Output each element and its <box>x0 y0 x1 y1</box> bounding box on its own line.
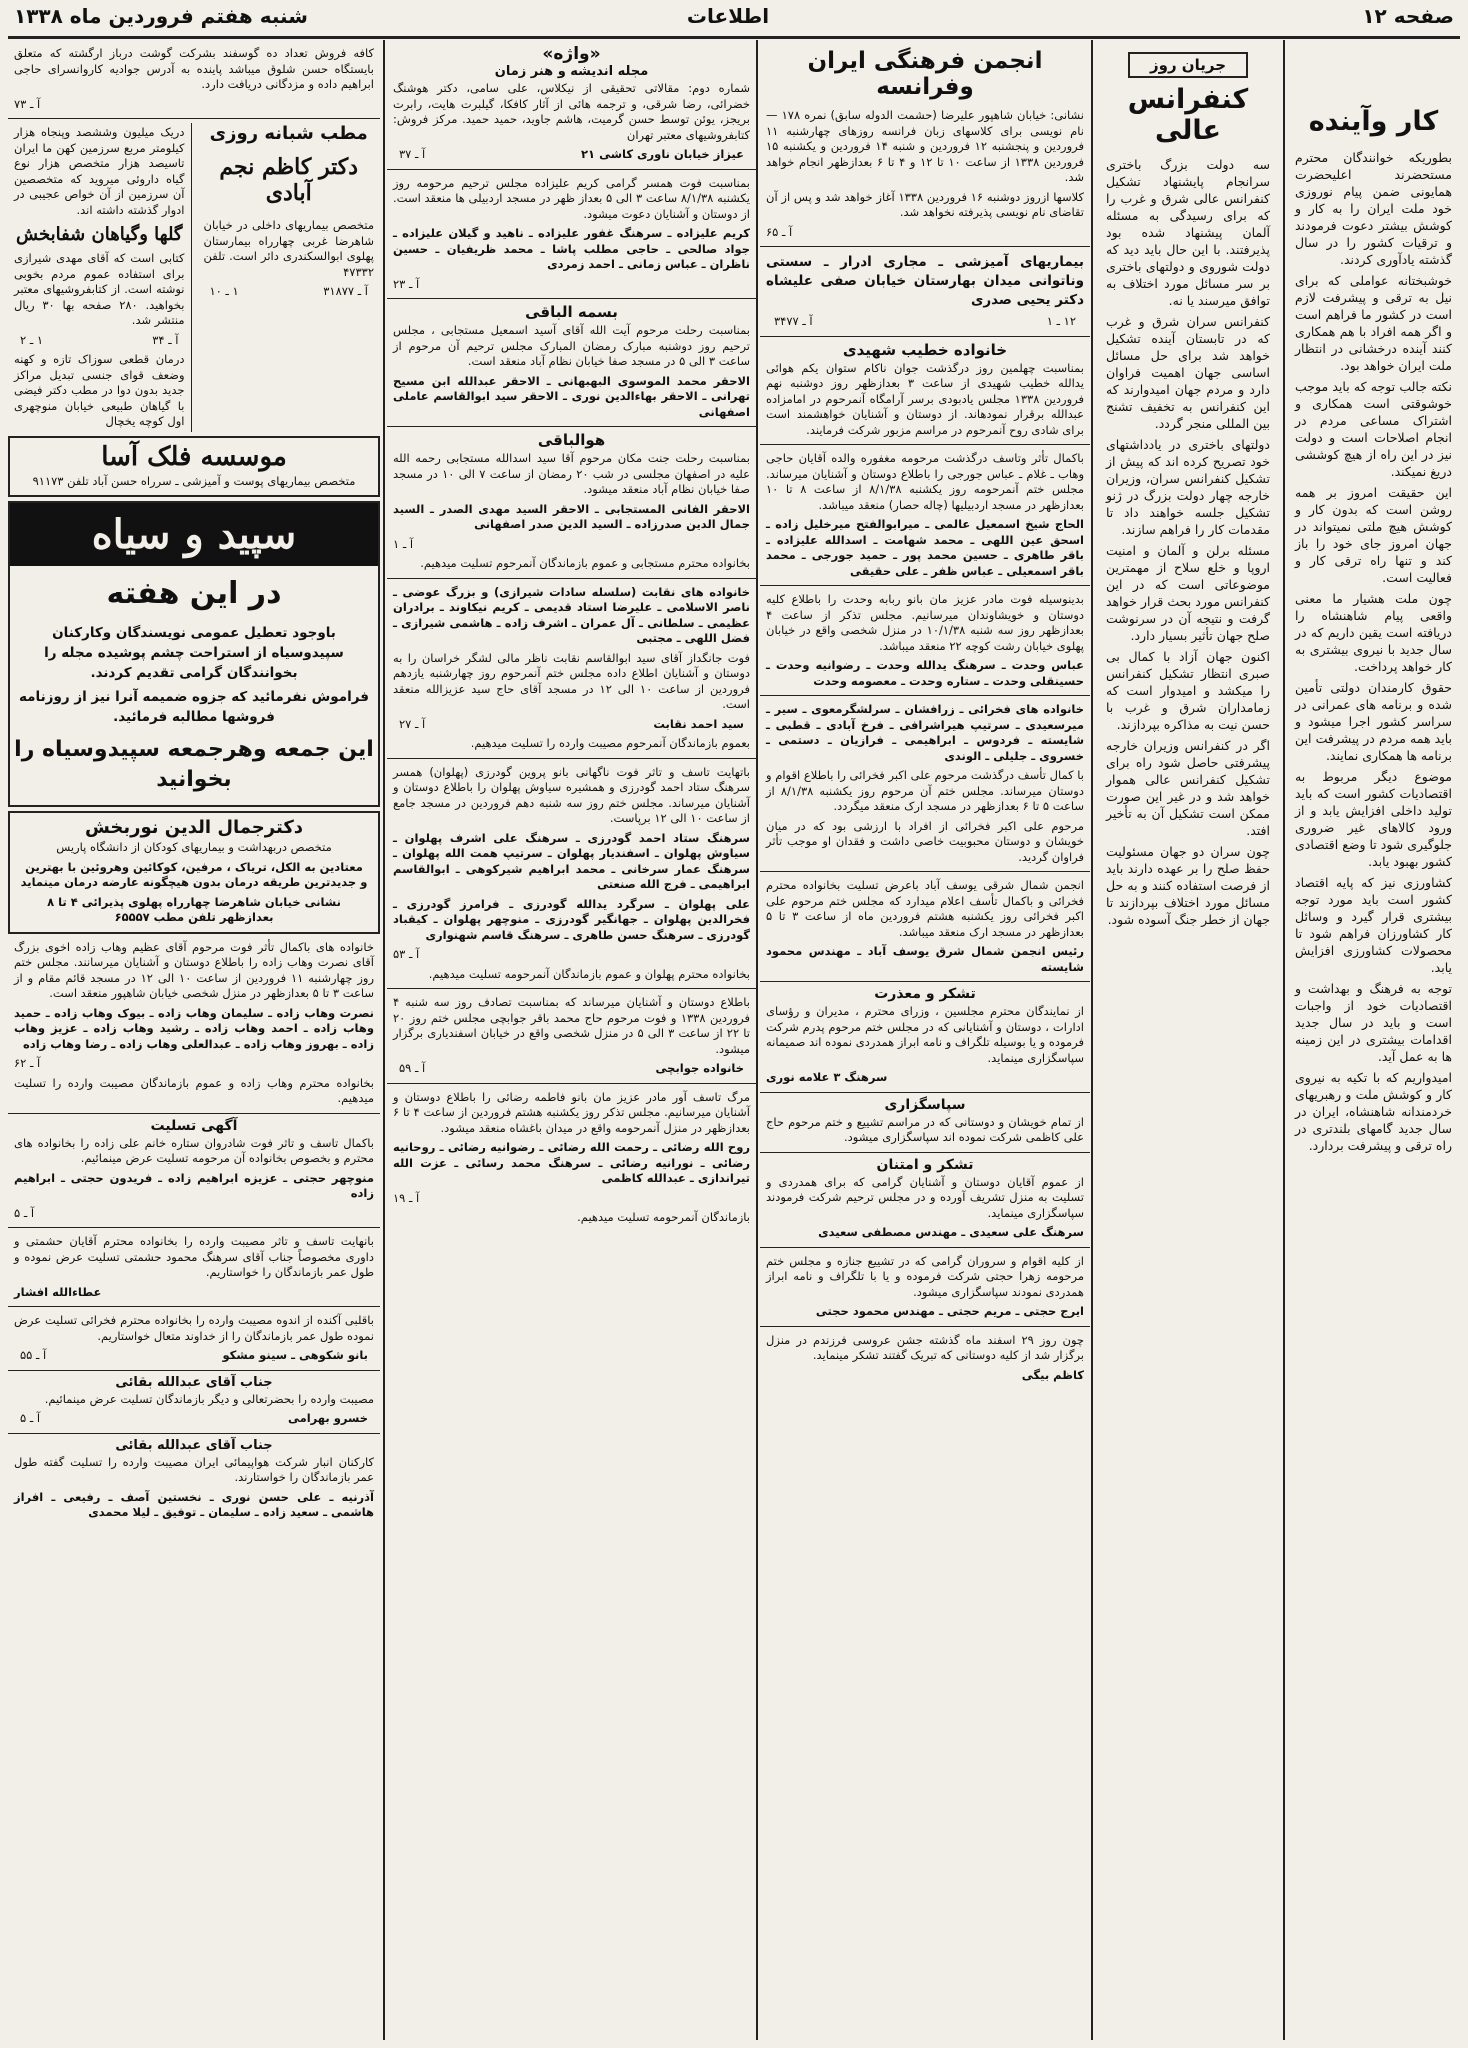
article-paragraph: این حقیقت امروز بر همه روشن است که بدون کار و کوشش هیچ ملتی نمیتواند در جهان امروز جای خود را باز کند و تنها راه ترقی کار و فعالیت است. <box>1295 485 1452 585</box>
divider <box>8 118 380 119</box>
divider <box>8 1370 380 1371</box>
notice-title: جناب آقای عبدالله بقائی <box>115 1437 273 1453</box>
column-rule <box>383 40 385 2040</box>
notice-text: کافه فروش تعداد ده گوسفند بشرکت گوشت درباز ارگشته که متعلق بایستگاه حسن شلوق میباشد پاینده به آدرس جوادیه کاروانسرای حاجی ابراهیم داده و مزدگانی دریافت دارد. <box>14 46 374 91</box>
notice-address: عیزاز خیابان ناوری کاشی ۲۱ <box>581 147 744 161</box>
ad-code: آ ـ ۶۵ <box>766 224 793 239</box>
divider <box>387 169 756 170</box>
doctor-specialty: متخصص دربهداشت و بیماریهای کودکان از دانشگاه پاریس <box>56 840 332 854</box>
article-paragraph: نکته جالب توجه که باید موجب خوشوقتی است همکاری و اشتراک مساعی مردم در انجام اصلاحات است و دولت نیز در این راه از هیچ کوششی دریغ نمیکند. <box>1295 379 1452 479</box>
issue-date: شنبه هفتم فروردین ماه ۱۳۳۸ <box>14 4 308 28</box>
ad-text: باوجود تعطیل عمومی نویسندگان وکارکنان سپیدوسیاه از استراحت چشم پوشیده مجله را بخوانندگان گرامی تقدیم کردند. <box>44 625 344 681</box>
divider <box>760 1092 1090 1093</box>
ad-code: آ ـ ۱ <box>393 536 414 551</box>
notice-text: باطلاع دوستان و آشنایان میرساند که بمناسبت تصادف روز سه شنبه ۴ فروردین ۱۳۳۸ و فوت مرحوم حاج محمد باقر جوابچی مجلس ختم روز ۲۰ تا ۲۲ از ساعت ۳ الی ۵ در منزل شخصی واقع در خیابان اسفندیاری برگزار میشود. <box>393 995 750 1056</box>
article-paragraph: کشاورزی نیز که پایه اقتصاد کشور است باید مورد توجه بیشتری قرار گیرد و وسائل کار کشاورزان فراهم شود تا محصولات کشاورزی افزایش یابد. <box>1295 875 1452 975</box>
divider <box>760 585 1090 586</box>
notice-names: نصرت وهاب زاده ـ سلیمان وهاب زاده ـ بیوک وهاب زاده ـ حمید وهاب زاده ـ احمد وهاب زاده ـ رشید وهاب زاده ـ عزیز وهاب زاده ـ بهروز وهاب زاده ـ عبدالعلی وهاب زاده ـ رضا وهاب زاده <box>14 1005 374 1051</box>
divider <box>387 988 756 989</box>
notice-text: بمناسبت رحلت مرحوم آیت الله آقای آسید اسمعیل مستجابی ، مجلس ترحیم روز دوشنبه مبارک رمضان المبارک مجلس ترحیم آن مرحوم از ساعت ۳ الی ۵ در مسجد صفا خیابان نظام آباد منعقد است. <box>393 323 750 368</box>
ad-code: آ ـ ۳۴ <box>152 332 179 347</box>
notice-text: باتهایت تاسف و تاثر فوت ناگهانی بانو پروین گودرزی (پهلوان) همسر سرهنگ ستاد احمد گودرزی و همشیره سیاوش پهلوان را باطلاع دوستان و آشنایان میرساند. مجلس ختم روز سه شنبه دهم فروردین در مسجد جامع از ساعت ۱۰ الی ۱۲ برپاست. <box>393 764 750 825</box>
divider <box>8 1227 380 1228</box>
notice-title: جناب آقای عبدالله بقائی <box>115 1374 273 1390</box>
notice-names: علی پهلوان ـ سرگرد یدالله گودرزی ـ فرامرز گودرزی ـ فخرالدین پهلوان ـ جهانگیر گودرزی ـ منوچهر پهلوان ـ کیقباد گودرزی ـ سرهنگ حسن طاهری ـ سرهنگ قاسم شهنواری <box>393 896 750 942</box>
ad-code: آ ـ ۵۳ <box>393 947 420 961</box>
notice-names: الاحقر محمد الموسوی البهبهانی ـ الاحقر عبدالله ابن مسیح تهرانی ـ الاحقر بهاءالدین نوری ـ الاحقر سید ابوالقاسم عاملی اصفهانی <box>393 373 750 419</box>
divider <box>8 1433 380 1434</box>
notice-text: بخانواده محترم پهلوان و عموم بازماندگان آنمرحومه تسلیت میدهیم. <box>428 966 750 981</box>
article-title: کار وآینده <box>1308 106 1439 137</box>
ad-code: ۱ ـ ۱۰ <box>209 284 239 298</box>
doctor-ad <box>8 811 380 934</box>
doctor-text: معتادین به الکل، تریاک ، مرفین، کوکائین وهروئین با بهترین و جدیدترین طریقه درمان بدون هیچگونه عارضه درمان مینماید <box>20 859 368 889</box>
column-rule <box>1283 40 1285 2040</box>
notice-text: مصیبت وارده را بحضرتعالی و دیگر بازماندگان تسلیت عرض مینمائیم. <box>44 1391 374 1406</box>
newspaper-name: اطلاعات <box>686 4 770 28</box>
divider <box>8 1113 380 1114</box>
notice-text: بخانواده محترم وهاب زاده و عموم بازماندگان مصیبت وارده را تسلیت میدهیم. <box>14 1075 374 1105</box>
ad-text: فراموش نفرمائید که جزوه ضمیمه آنرا نیز از روزنامه فروشها مطالبه فرمائید. <box>19 689 369 725</box>
notice-signature: منوچهر حجتی ـ عزیزه ابراهیم زاده ـ فریدون حجتی ـ ابراهیم زاده <box>14 1170 374 1200</box>
notice-signature: سرهنگ علی سعیدی ـ مهندس مصطفی سعیدی <box>818 1225 1084 1239</box>
notice-text: خانواده های باکمال تأثر فوت مرحوم آقای عظیم وهاب زاده اخوی بزرگ آقای نصرت وهاب زاده را باطلاع دوستان و آشنایان میرسانند. مجلس ختم روز چهارشنبه ۱۱ فروردین از ساعت ۱۰ الی ۱۲ در مسجد قائم مقام و از ساعت ۳ تا ۵ بعدازظهر در منزل شخصی خیابان شاهپور منعقد است. <box>14 939 374 1000</box>
notice-text: باقلبی آکنده از اندوه مصیبت وارده را بخانواده محترم فخرائی تسلیت عرض نموده طول عمر بازماندگان را از خداوند متعال خواستاریم. <box>14 1313 374 1343</box>
divider <box>387 426 756 427</box>
clinic-text: متخصص بیماریهای داخلی در خیابان شاهرضا غربی چهارراه بیمارستان پهلوی ابوالسکندری دائر است. تلفن ۴۷۳۳۲ <box>203 218 374 279</box>
divider <box>387 1083 756 1084</box>
clinic-title: مطب شبانه روزی <box>209 123 368 144</box>
article-paragraph: چون ملت هشیار ما معنی واقعی پیام شاهنشاه را دریافته است یقین داریم که در سال جدید با نیروی بیشتری به کار خواهد پرداخت. <box>1295 591 1452 674</box>
divider <box>387 298 756 299</box>
notice-text: انجمن شمال شرقی یوسف آباد باعرض تسلیت بخانواده محترم فخرائی و باکمال تأسف اعلام میدارد که مجلس ختم مرحوم علی اکبر فخرائی روز یکشنبه هشتم فروردین ماه از ساعت ۳ تا ۵ بعدازظهر در مسجد ارک منعقد میباشد. <box>766 878 1084 939</box>
notice-title: سپاسگزاری <box>884 1096 966 1113</box>
divider <box>760 981 1090 982</box>
article-paragraph: اکنون جهان آزاد با کمال بی صبری انتظار تشکیل کنفرانس را میکشد و امیدوار است که زمامداران شرق و غرب با حسن نیت به مذاکره بپردازند. <box>1106 649 1270 732</box>
notice-text: کلاسها ازروز دوشنبه ۱۶ فروردین ۱۳۳۸ آغاز خواهد شد و پس از آن تقاضای نام نویسی پذیرفته نخواهد شد. <box>766 189 1084 219</box>
divider <box>8 1306 380 1307</box>
notice-signature: کاظم بیگی <box>1021 1367 1084 1382</box>
notice-text: مرگ تاسف آور مادر عزیز مان بانو فاطمه رضائی را باطلاع دوستان و آشنایان میرسانیم. مجلس تذکر روز یکشنبه هشتم فروردین از ساعت ۴ تا ۶ بعدازظهر در منزل آنمرحومه واقع در میدان باغشاه منعقد میشود. <box>393 1089 751 1135</box>
notice-title: تشکر و امتنان <box>876 1156 974 1173</box>
ad-code: ۱ ـ ۲ <box>20 332 44 347</box>
divider <box>387 578 756 579</box>
notice-names: سرهنگ ستاد احمد گودرزی ـ سرهنگ علی اشرف پهلوان ـ سیاوش پهلوان ـ اسفندیار پهلوان ـ سرتیپ همت الله پهلوان ـ سرهنگ عمار سرخانی ـ محمد ابراهیم شیرکوهی ـ ابوالقاسم ابراهیمی ـ فرج الله صنعتی <box>393 830 750 891</box>
notice-names: الاحقر الفانی المستجابی ـ الاحقر السید مهدی الصدر ـ السید جمال الدین صدرزاده ـ السید الدین صدر اصفهانی <box>393 501 750 531</box>
notice-text: بمناسبت فوت همسر گرامی کریم علیزاده مجلس ترحیم مرحومه روز یکشنبه ۸/۱/۳۸ ساعت ۳ الی ۵ بعداز ظهر در مسجد اردبیلی ها منعقد است. از دوستان و آشنایان دعوت میشود. <box>393 175 750 221</box>
article-paragraph: توجه به فرهنگ و بهداشت و اقتصادیات خود از واجبات است و باید در سال جدید اقدامات بیشتری در این زمینه ها به عمل آید. <box>1295 981 1452 1064</box>
divider <box>760 246 1090 247</box>
book-ad-text: دریک میلیون وششصد وپنجاه هزار کیلومتر مربع سرزمین کهن ما ایران تاسیصد هزار متخصص هزار نوع گیاه داروئی میروید که متخصصین آن سرزمین از آن خواص عجیبی در ادوار گذشته داشته اند. <box>14 125 185 217</box>
article-paragraph: خوشبختانه عواملی که برای نیل به ترقی و پیشرفت لازم است در کشور ما فراهم است و اگر همه افراد با هم همکاری کنند آینده درخشانی در انتظار ملت ایران خواهد بود. <box>1295 273 1452 373</box>
notice-names: روح الله رضائی ـ رحمت الله رضائی ـ رضوانیه رضائی ـ روحانیه رضائی ـ نورانیه رضائی ـ سرهنگ محمد رسائی ـ عزت الله تیراندازی ـ عبدالله کاظمی <box>393 1140 750 1185</box>
divider <box>760 695 1090 696</box>
article-paragraph: اگر در کنفرانس وزیران خارجه پیشرفتی حاصل شود راه برای تشکیل کنفرانس عالی هموار خواهد شد و در غیر این صورت ممکن است تشکیل آن به تأخیر افتد. <box>1106 738 1270 838</box>
column-current-events <box>1098 44 1278 2039</box>
ad-code: آ ـ ۵۵ <box>20 1348 47 1362</box>
notice-text: باکمال تأثر وتاسف درگذشت مرحومه مغفوره والده آقایان حاجی وهاب ـ غلام ـ عباس جورجی را باطلاع دوستان و آشنایان میرساند. مجلس ختم آنمرحومه روز یکشنبه ۸/۱/۳۸ از ساعت ۸ تا ۱۰ بعدازظهر در مسجد اردبیلیها (چاله حصار) منعقد میباشد. <box>766 451 1085 512</box>
column-ads-left <box>8 44 380 2039</box>
book-logo: گلها وگیاهان شفابخش <box>16 224 183 245</box>
ad-title: موسسه فلک آسا <box>101 441 287 472</box>
ad-code: ۱۲ ـ ۱ <box>1046 314 1076 328</box>
article-paragraph: موضوع دیگر مربوط به اقتصادیات کشور است که باید تولید داخلی افزایش یابد و از ورود کالاهای غیر ضروری جلوگیری شود تا وضع اقتصادی کشور بهبود یابد. <box>1295 769 1452 869</box>
column-notices-left-center <box>387 44 756 2039</box>
notice-text: نشانی: خیابان شاهپور علیرضا (حشمت الدوله سابق) نمره ۱۷۸ — نام نویسی برای کلاسهای زبان فرانسه روزهای چهارشنبه ۱۱ فروردین و پنجشنبه ۱۲ فروردین و شنبه ۱۴ فروردین و یکشنبه ۱۵ فروردین ۱۳۳۸ از ساعت ۱۰ تا ۱۲ و ۴ تا ۶ بعدازظهر انجام خواهد شد. <box>766 108 1084 184</box>
notice-text: بمناسبت چهلمین روز درگذشت جوان ناکام ستوان یکم هوائی یدالله خطیب شهیدی از ساعت ۳ بعدازظهر روز دوشنبه نهم فروردین ۱۳۳۸ مجلس یادبودی برسر آرامگاه آنمرحوم در امامزاده عبدالله برقرار نمودهاند. از دوستان و آشنایان خواهشمند است برای شادی روح آنمرحوم در مراسم مزبور شرکت فرمایند. <box>766 360 1084 437</box>
ad-code: آ ـ ۶۲ <box>14 1056 41 1070</box>
sepid-o-siah-ad <box>8 501 380 807</box>
notice-text: چون روز ۲۹ اسفند ماه گذشته جشن عروسی فرزندم در منزل برگزار شد از کلیه دوستانی که تبریک گفتند تشکر مینماید. <box>766 1332 1084 1362</box>
notice-names: الحاج شیخ اسمعیل عالمی ـ میرابوالفتح میرخلیل زاده ـ اسحق عین اللهی ـ محمد شهامت ـ اسدالله علیزاده ـ باقر طاهری ـ حسین محمد پور ـ حمید جورجی ـ محمد باقر اسمعیلی ـ عباس ظفر ـ علی حقیقی <box>766 517 1084 578</box>
column-rule <box>756 40 758 2040</box>
notice-title: بسمه الباقی <box>525 303 618 321</box>
doctor-name-logo: دکتر کاظم نجم آبادی <box>219 154 359 206</box>
divider <box>760 1247 1090 1248</box>
article-paragraph: دولتهای باختری در یادداشتهای خود تصریح کرده اند که پیش از تشکیل کنفرانس سران، وزیران خارجه چهار دولت بزرگ در ژنو تشکیل جلسه خواهند داد تا مقدمات کار را فراهم سازند. <box>1106 437 1270 537</box>
article-title: کنفرانس عالی <box>1127 84 1249 146</box>
header-rule <box>8 36 1460 39</box>
notice-names: عباس وحدت ـ سرهنگ یدالله وحدت ـ رضوانیه وحدت ـ حسینقلی وحدت ـ ستاره وحدت ـ معصومه وحدت <box>766 658 1084 688</box>
notice-text: با کمال تأسف درگذشت مرحوم علی اکبر فخرائی را باطلاع اقوام و دوستان میرساند. مجلس ختم آن مرحوم روز یکشنبه ۸/۱/۳۸ از ساعت ۵ تا ۶ بعدازظهر در مسجد ارک منعقد میگردد. <box>766 768 1084 813</box>
notice-text: بازماندگان آنمرحومه تسلیت میدهیم. <box>577 1210 750 1224</box>
ad-code: آ ـ ۵ <box>14 1205 35 1220</box>
notice-text: از تمام خویشان و دوستانی که در مراسم تشییع و ختم مرحوم حاج علی کاظمی شرکت نموده اند سپاسگزاری میشود. <box>766 1114 1084 1144</box>
notice-signature: سرهنگ ۳ علامه نوری <box>766 1070 888 1084</box>
notice-text: بانهایت تاسف و تاثر مصیبت وارده را بخانواده محترم آقایان حشمتی و داوری مخصوصاً جناب آقای سرهنگ محمود حشمتی تسلیت عرض نموده و طول عمر بازماندگان را خواستاریم. <box>14 1234 374 1279</box>
article-paragraph: بطوریکه خوانندگان محترم مستحضرند اعلیحضرت همایونی ضمن پیام نوروزی خود ملت ایران را به کار و کوشش بیشتر دعوت فرمودند و ترقیات کشور را در سال گذشته یادآوری کردند. <box>1295 150 1452 267</box>
ad-code: آ ـ ۱۹ <box>393 1190 420 1205</box>
divider <box>760 1152 1090 1153</box>
clinic-text: درمان قطعی سوزاک تازه و کهنه وضعف قوای جنسی تبدیل مراکز جدید بدون دوا در مطب دکتر فیضی با گیاهان طبیعی خیابان منوچهری اول کوچه یخچال <box>14 352 185 428</box>
article-title: انجمن فرهنگی ایران وفرانسه <box>807 48 1043 100</box>
article-paragraph: کنفرانس سران شرق و غرب که در تابستان آینده تشکیل خواهد شد برای حل مسائل اساسی جهان اهمیت فراوان دارد و مردم جهان امیدوارند که این کنفرانس به تخفیف تشنج بین المللی منجر گردد. <box>1106 314 1270 431</box>
ad-heading: در این هفته <box>106 576 282 611</box>
notice-text: باکمال تاسف و تاثر فوت شادروان ستاره خانم علی زاده را بخانواده های محترم و بخصوص بخانواده آن مرحومه تسلیت عرض مینمائیم. <box>14 1135 374 1165</box>
column-rule <box>1091 40 1093 2040</box>
notice-text: فوت جانگداز آقای سید ابوالقاسم نقابت ناظر مالی لشگر خراسان را به دوستان و آشنایان اطلاع داده مجلس ختم آنمرحوم روز چهارشنبه یازدهم فروردین از ساعت ۱۰ الی ۱۲ در مسجد آقای حاج سید عزیزالله منعقد است. <box>393 650 750 711</box>
notice-title: تشکر و معذرت <box>874 986 976 1002</box>
flak-asa-ad <box>8 436 380 498</box>
section-box-title: جریان روز <box>1128 52 1248 78</box>
notice-text: بدینوسیله فوت مادر عزیز مان بانو ربابه وحدت را باطلاع کلیه دوستان و خویشاوندان میرسانیم. مجلس تذکر از ساعت ۴ بعدازظهر روز سه شنبه ۱۰/۱/۳۸ در منزل شخصی واقع در خیابان پهلوی خیابان رشت کوچه ۲۲ منعقد میباشد. <box>766 592 1084 653</box>
notice-names: آذرنیه ـ علی حسن نوری ـ نخستین آصف ـ رفیعی ـ افراز هاشمی ـ سعید زاده ـ سلیمان ـ توفیق ـ لیلا محمدی <box>14 1489 374 1519</box>
ad-code: آ ـ ۳۴۷۷ <box>774 314 813 328</box>
article-paragraph: مسئله برلن و آلمان و امنیت اروپا و خلع سلاح از مهمترین موضوعاتی است که در این کنفرانس مورد بحث قرار خواهد گرفت و نتیجه آن در سرنوشت صلح جهان تأثیر بسیار دارد. <box>1106 543 1270 643</box>
notice-title: هوالباقی <box>537 431 606 449</box>
notice-title: آگهی تسلیت <box>150 1117 238 1134</box>
doctor-address: نشانی خیابان شاهرضا چهارراه پهلوی پذیرائی ۴ تا ۸ بعدازظهر تلفن مطب ۶۵۵۵۷ <box>47 894 341 924</box>
divider <box>760 444 1090 445</box>
magazine-subtitle: مجله اندیشه و هنر زمان <box>494 64 649 79</box>
divider <box>760 871 1090 872</box>
notice-signature: رئیس انجمن شمال شرق یوسف آباد ـ مهندس محمود شایسته <box>766 944 1084 974</box>
ad-code: آ ـ ۲۷ <box>399 716 426 731</box>
notice-text: کارکنان انبار شرکت هواپیمائی ایران مصیبت وارده را تسلیت گفته طول عمر بازماندگان را خواستارند. <box>14 1454 374 1484</box>
notice-text: شماره دوم: مقالاتی تحقیقی از نیکلاس، علی سامی، دکتر هوشنگ خضرائی، رضا شرقی، و ترجمه هائی از آثار کافکا، گیلبرت هایت، رابرت بریجز، یوئن توسط حسن گرمیت، هاشم جاوید، حمید حمید. مرکز فروش: کتابفروشیهای معتبر تهران <box>393 81 750 142</box>
notice-title: خانواده خطیب شهیدی <box>842 340 1008 359</box>
notice-signature: بانو شکوهی ـ سینو مشکو <box>222 1348 368 1362</box>
magazine-title: «واژه» <box>542 44 601 64</box>
notice-signature: عطاءالله افشار <box>14 1284 102 1299</box>
notice-text: از کلیه اقوام و سروران گرامی که در تشییع جنازه و مجلس ختم مرحومه زهرا حجتی شرکت فرموده و یا با تلگراف و نامه ابراز همدردی نمودند سپاسگزاری میشود. <box>766 1253 1084 1299</box>
book-ad-text: کتابی است که آقای مهدی شیرازی برای استفاده عموم مردم بخوبی نوشته است. از کتابفروشیهای معتبر بخواهید. ۲۸۰ صفحه بها ۳۰ ریال منتشر شد. <box>14 251 185 327</box>
article-paragraph: حقوق کارمندان دولتی تأمین شده و برنامه های عمرانی در سراسر کشور اجرا میشود و باید همه مردم در پیشرفت این برنامه ها همکاری نمایند. <box>1295 680 1452 763</box>
column-notices-center <box>760 44 1090 2039</box>
article-paragraph: چون سران دو جهان مسئولیت حفظ صلح را بر عهده دارند باید از فرصت استفاده کنند و به حل مسائل مورد اختلاف بپردازند تا جهان از خطر جنگ آسوده شود. <box>1106 844 1270 927</box>
column-work-and-future <box>1287 44 1460 2039</box>
notice-names: خانواده های نقابت (سلسله سادات شیرازی) و بزرگ عوضی ـ ناصر الاسلامی ـ علیرضا استاد قدیمی ـ کریم نیکاوند ـ برادران عظیمی ـ سلطانی ـ آل عمران ـ اشرف زاده ـ هاشمی شیرازی ـ فضل اللهی ـ مجتبی <box>393 584 750 645</box>
ad-code: آ ـ ۲۳ <box>393 276 420 291</box>
ad-code: آ ـ ۳۱۸۷۷ <box>323 284 368 298</box>
notice-text: بمناسبت رحلت جنت مکان مرحوم آقا سید اسدالله مستجابی رحمه الله علیه در اصفهان مجلسی در شب ۲۰ رمضان از ساعت ۷ الی ۱۰ در مسجد صفا خیابان نظام آباد منعقد میشود. <box>393 451 750 496</box>
notice-text: مرحوم علی اکبر فخرائی از افراد با ارزشی بود که در میان خویشان و دوستان محبوبیت خاصی داشت و فقدان او موجب تأثر فراوان گردید. <box>766 818 1084 864</box>
ad-footer: این جمعه وهرجمعه سپیدوسیاه را بخوانید <box>14 737 374 792</box>
notice-names: کریم علیزاده ـ سرهنگ غفور علیزاده ـ ناهید و گیلان علیزاده ـ جواد صالحی ـ حاجی مطلب پاشا ـ محمد ظریفیان ـ حسین ناظران ـ عباس زمانی ـ احمد زمردی <box>393 226 750 271</box>
divider <box>760 336 1090 337</box>
clinic-ad: بیماریهای آمیزشی ـ مجاری ادرار ـ سستی وناتوانی میدان بهارستان خیابان صفی علیشاه دکتر یحیی صدری <box>766 254 1084 308</box>
ad-code: آ ـ ۷۳ <box>14 96 41 111</box>
ad-text: متخصص بیماریهای پوست و آمیزشی ـ سرراه حسن آباد تلفن ۹۱۱۷۳ <box>32 473 356 488</box>
notice-names: خانواده های فخرائی ـ زرافشان ـ سرلشگرمعوی ـ سیر ـ میرسعیدی ـ سرتیپ هیراشرافی ـ فرخ آبادی ـ قطبی ـ شایسته ـ فردوس ـ ابراهیمی ـ فرازیان ـ دستمی ـ خسروی ـ جلیلی ـ الوندی <box>766 702 1084 763</box>
page-number: صفحه ۱۲ <box>1362 4 1454 28</box>
magazine-logo: سپید و سیاه <box>10 503 378 566</box>
notice-text: بخانواده محترم مستجابی و عموم بازماندگان آنمرحوم تسلیت میدهیم. <box>420 556 750 570</box>
notice-text: از نمایندگان محترم مجلسین ، وزرای محترم ، مدیران و رؤسای ادارات ، دوستان و آشنایانی که در مجلس ختم مرحوم پدرم شرکت فرموده و یا بوسیله تلگراف و نامه ابراز همدردی نموده اند صمیمانه سپاسگزاری مینماید. <box>766 1004 1084 1065</box>
ad-code: آ ـ ۵۹ <box>399 1061 426 1075</box>
notice-signature: ایرج حجتی ـ مریم حجتی ـ مهندس محمود حجتی <box>815 1304 1084 1318</box>
notice-text: از عموم آقایان دوستان و آشنایان گرامی که برای همدردی و تسلیت به منزل تشریف آورده و در مجلس ترحیم شرکت فرمودند سپاسگزاری مینماید. <box>766 1174 1084 1220</box>
article-paragraph: امیدواریم که با تکیه به نیروی کار و کوشش ملت و رهبریهای خردمندانه شاهنشاه، ایران در سال جدید گامهای بلندتری در راه ترقی و پیشرفت بردارد. <box>1295 1070 1452 1153</box>
doctor-name: دکترجمال الدین نوربخش <box>84 817 304 838</box>
ad-code: آ ـ ۵ <box>20 1411 41 1425</box>
article-paragraph: سه دولت بزرگ باختری سرانجام پایشنهاد تشکیل کنفرانس عالی شرق و غرب را که برای رسیدگی به مسئله آلمان پیشنهاد شده بود پذیرفتند. با این حال باید دید که دولت شوروی و دولتهای باختری بر سر مسائل مورد اختلاف به توافق میرسند یا نه. <box>1106 157 1270 308</box>
divider <box>760 1326 1090 1327</box>
notice-text: بعموم بازماندگان آنمرحوم مصیبت وارده را تسلیت میدهیم. <box>470 736 750 750</box>
notice-signature: خسرو بهرامی <box>287 1411 368 1425</box>
notice-signature: سید احمد نقابت <box>653 716 744 731</box>
ad-code: آ ـ ۳۷ <box>399 147 426 161</box>
divider <box>387 758 756 759</box>
notice-signature: خانواده جوابچی <box>655 1061 744 1075</box>
